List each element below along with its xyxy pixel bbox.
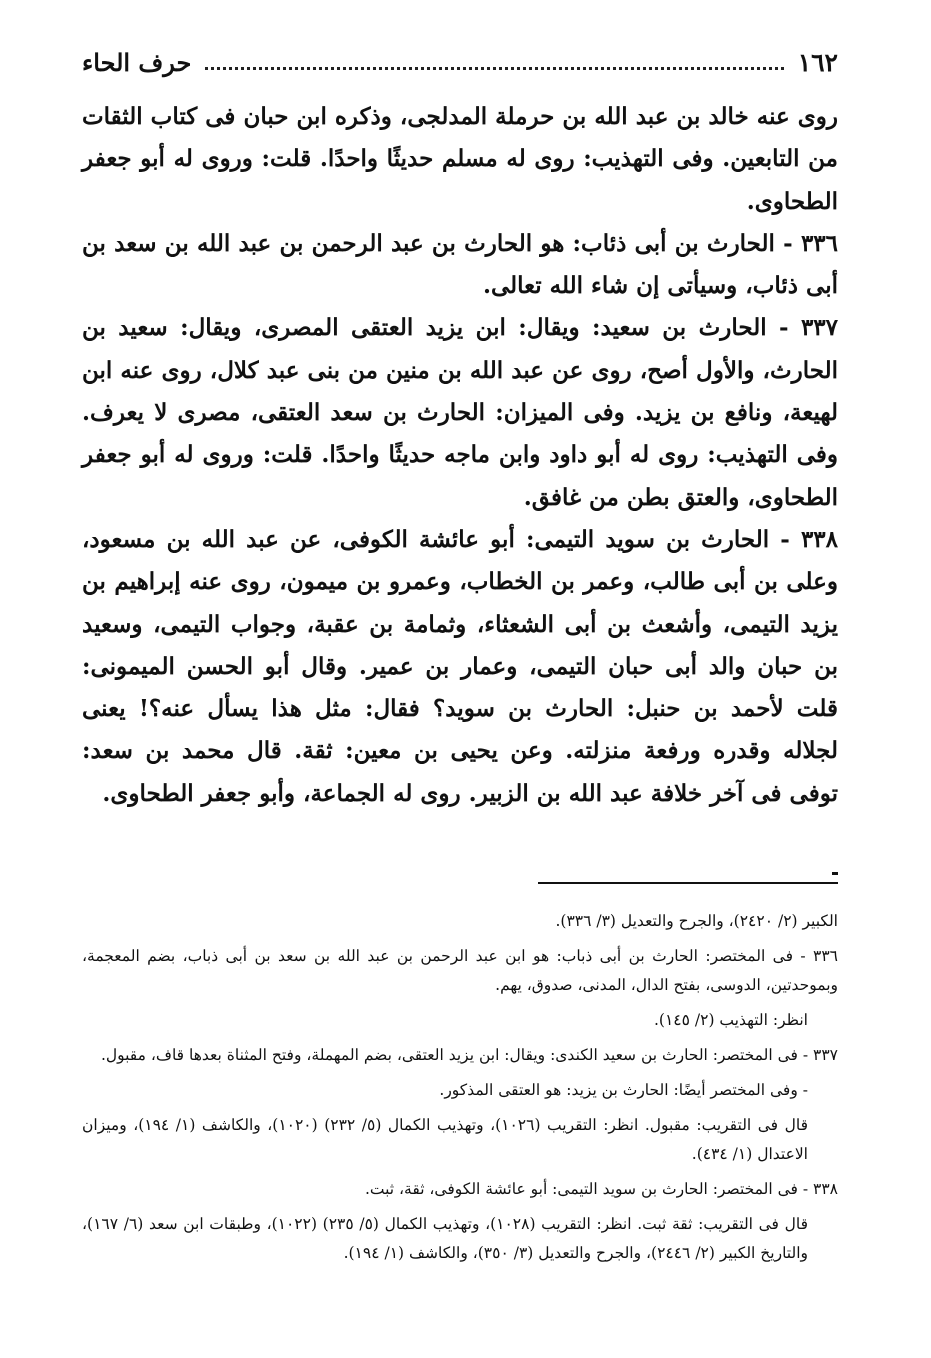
page-number: ١٦٢	[797, 47, 838, 77]
entry-337: ٣٣٧ - الحارث بن سعيد: ويقال: ابن يزيد العتقى المصرى، ويقال: سعيد بن الحارث، والأول أصح، روى عن عبد الله بن منين من بنى عبد كلال، روى عنه ابن لهيعة، ونافع بن يزيد. وفى الميزان: الحارث بن سعد العتقى، مصرى لا يعرف. وفى التهذيب: روى له أبو داود وابن ماجه حديثًا واحدًا. قلت: وروى له أبو جعفر الطحاوى، والعتق بطن من غافق.	[82, 314, 838, 511]
running-title: حرف الحاء	[82, 47, 192, 77]
footnote-line: قال فى التقريب: مقبول. انظر: التقريب (١٠٢٦)، وتهذيب الكمال (٥/ ٢٣٢) (١٠٢٠)، والكاشف (١/ ١٩٤)، وميزان الاعتدال (١/ ٤٣٤).	[82, 1116, 808, 1163]
dotted-leader	[205, 67, 783, 70]
footnote-line: - وفى المختصر أيضًا: الحارث بن يزيد: هو العتقى المذكور.	[439, 1081, 808, 1099]
entry-336: ٣٣٦ - الحارث بن أبى ذئاب: هو الحارث بن عبد الرحمن بن عبد الله بن سعد بن أبى ذئاب، وسيأتى إن شاء الله تعالى.	[82, 229, 838, 300]
footnote-337: ٣٣٧ - فى المختصر: الحارث بن سعيد الكندى: ويقال: ابن يزيد العتقى، بضم المهملة، وفتح المثناة بعدها قاف، مقبول.	[100, 1046, 838, 1064]
footnote-line: الكبير (٢/ ٢٤٢٠)، والجرح والتعديل (٣/ ٣٣٦).	[555, 912, 838, 930]
footnote-line: قال فى التقريب: ثقة ثبت. انظر: التقريب (١٠٢٨)، وتهذيب الكمال (٥/ ٢٣٥) (١٠٢٢)، وطبقات ابن سعد (٦/ ١٦٧)، والتاريخ الكبير (٢/ ٢٤٤٦)، والجرح والتعديل (٣/ ٣٥٠)، والكاشف (١/ ١٩٤).	[82, 1215, 809, 1262]
footnote-line: انظر: التهذيب (٢/ ١٤٥).	[654, 1011, 808, 1029]
footnote-separator	[538, 882, 838, 884]
entry-338: ٣٣٨ - الحارث بن سويد التيمى: أبو عائشة الكوفى، عن عبد الله بن مسعود، وعلى بن أبى طالب، وعمر بن الخطاب، وعمرو بن ميمون، روى عنه إبراهيم بن يزيد التيمى، وأشعث بن أبى الشعثاء، وثمامة بن عقبة، وجواب التيمى، وسعيد بن حبان والد أبى حبان التيمى، وعمار بن عمير. وقال أبو الحسن الميمونى: قلت لأحمد بن حنبل: الحارث بن سويد؟ فقال: مثل هذا يسأل عنه؟! يعنى لجلاله وقدره ورفعة منزلته. وعن يحيى بن معين: ثقة. قال محمد بن سعد: توفى فى آخر خلافة عبد الله بن الزبير. روى له الجماعة، وأبو جعفر الطحاوى.	[82, 525, 838, 807]
main-text	[82, 96, 838, 815]
paragraph-continuation: روى عنه خالد بن عبد الله بن حرملة المدلجى، وذكره ابن حبان فى كتاب الثقات من التابعين. وفى التهذيب: روى له مسلم حديثًا واحدًا. قلت: وروى له أبو جعفر الطحاوى.	[82, 103, 838, 215]
footnote-336: ٣٣٦ - فى المختصر: الحارث بن أبى ذباب: هو ابن عبد الرحمن بن عبد الله بن سعد بن أبى ذباب، بضم المعجمة، وبموحدتين، الدوسى، بفتح الدال، المدنى، صدوق، يهم.	[82, 947, 838, 994]
footnotes	[82, 907, 838, 1274]
footnote-mark	[832, 872, 838, 875]
footnote-338: ٣٣٨ - فى المختصر: الحارث بن سويد التيمى: أبو عائشة الكوفى، ثقة، ثبت.	[364, 1180, 838, 1198]
page-header	[82, 42, 838, 82]
